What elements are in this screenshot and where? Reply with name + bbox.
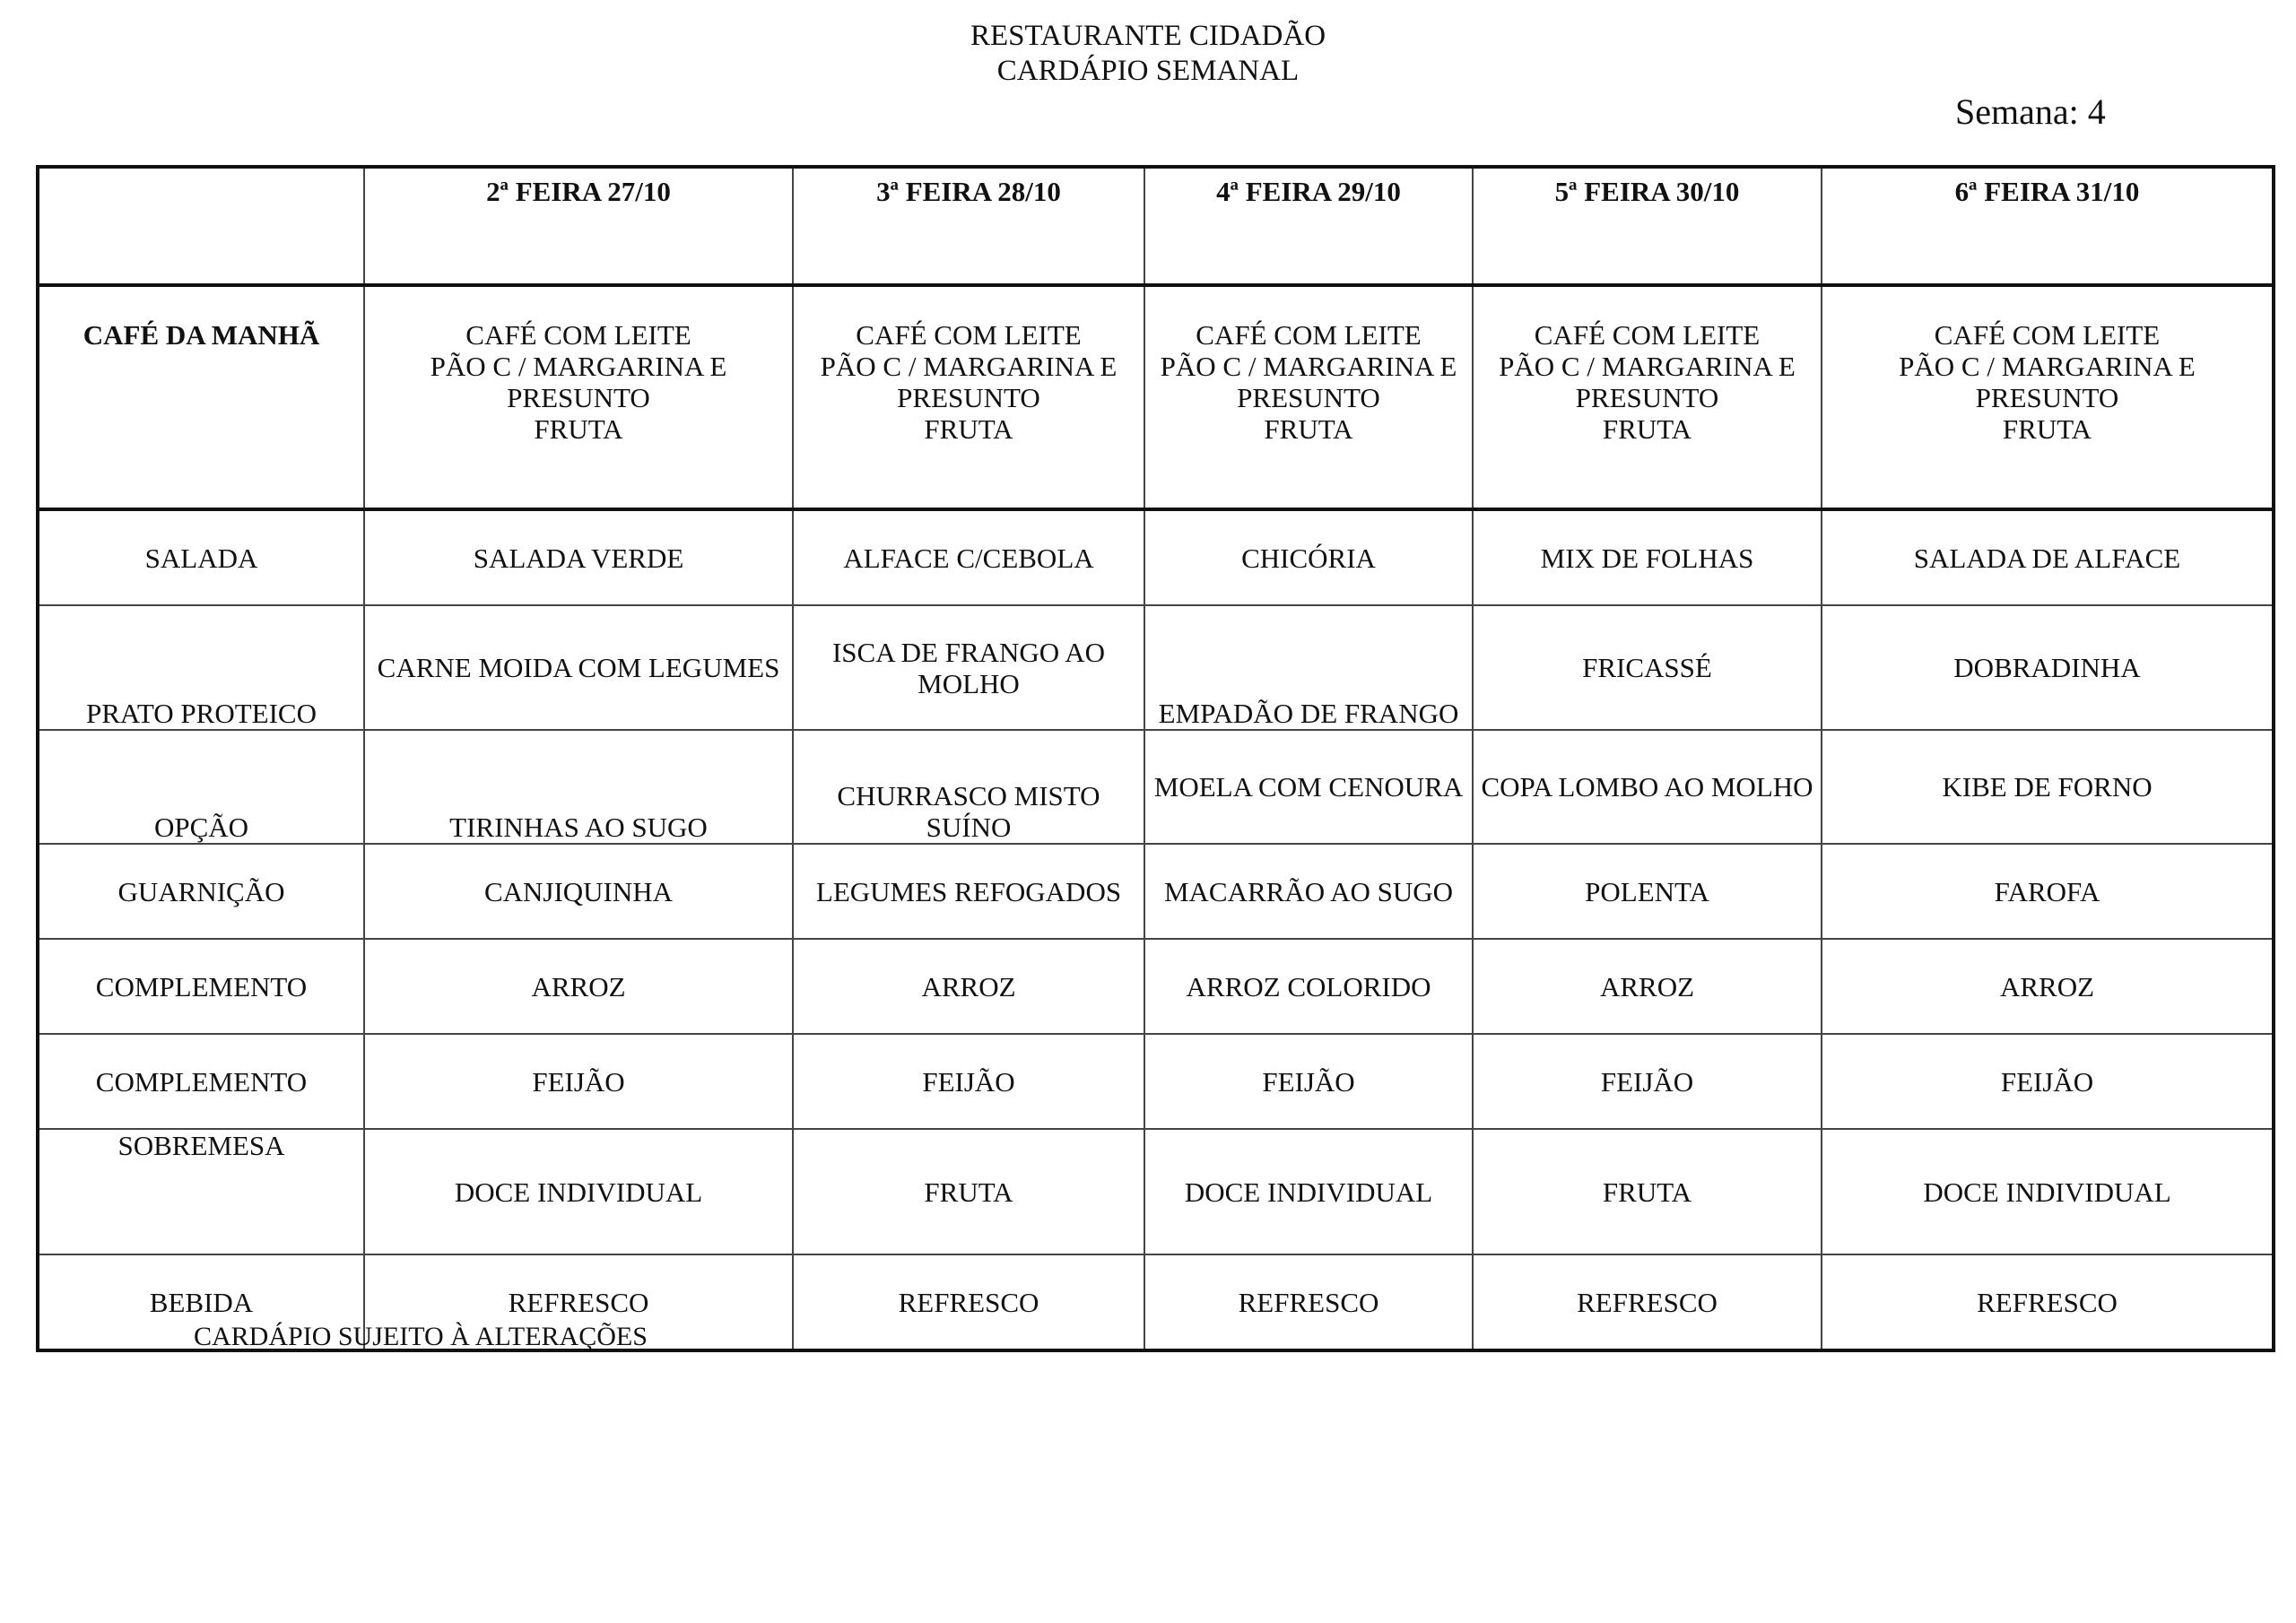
menu-subtitle: CARDÁPIO SEMANAL (996, 55, 1300, 87)
protein-row (38, 605, 2274, 730)
day-header: 3ª FEIRA 28/10 (793, 167, 1144, 285)
dessert-row (38, 1129, 2274, 1254)
menu-cell: FRUTA (793, 1129, 1144, 1254)
menu-cell: DOBRADINHA (1822, 605, 2274, 730)
menu-cell: CARNE MOIDA COM LEGUMES (364, 605, 793, 730)
menu-cell: TIRINHAS AO SUGO (364, 730, 793, 844)
row-label: GUARNIÇÃO (38, 844, 364, 939)
menu-cell: REFRESCO (793, 1254, 1144, 1350)
menu-cell: DOCE INDIVIDUAL (364, 1129, 793, 1254)
menu-cell: ALFACE C/CEBOLA (793, 509, 1144, 605)
menu-cell: FRICASSÉ (1473, 605, 1822, 730)
menu-cell: KIBE DE FORNO (1822, 730, 2274, 844)
day-header: 6ª FEIRA 31/10 (1822, 167, 2274, 285)
menu-cell: REFRESCO (1473, 1254, 1822, 1350)
menu-cell: FEIJÃO (1144, 1034, 1473, 1129)
menu-cell: SALADA DE ALFACE (1822, 509, 2274, 605)
day-header: 4ª FEIRA 29/10 (1144, 167, 1473, 285)
menu-cell: DOCE INDIVIDUAL (1144, 1129, 1473, 1254)
corner-cell (38, 167, 364, 285)
menu-cell: ARROZ COLORIDO (1144, 939, 1473, 1034)
row-label: SALADA (38, 509, 364, 605)
day-header-row (38, 167, 2274, 285)
row-label: BEBIDA (38, 1254, 364, 1350)
menu-cell: MACARRÃO AO SUGO (1144, 844, 1473, 939)
menu-cell: COPA LOMBO AO MOLHO (1473, 730, 1822, 844)
menu-cell: FRUTA (1473, 1129, 1822, 1254)
menu-cell: REFRESCO (1822, 1254, 2274, 1350)
day-header: 2ª FEIRA 27/10 (364, 167, 793, 285)
menu-cell: CANJIQUINHA (364, 844, 793, 939)
weekly-menu-table (36, 165, 2275, 1352)
side-dish-row (38, 844, 2274, 939)
row-label: SOBREMESA (38, 1129, 364, 1254)
breakfast-cell: CAFÉ COM LEITE PÃO C / MARGARINA E PRESUNTO FRUTA (364, 285, 793, 509)
breakfast-cell: CAFÉ COM LEITE PÃO C / MARGARINA E PRESUNTO FRUTA (1473, 285, 1822, 509)
breakfast-row (38, 285, 2274, 509)
menu-cell: REFRESCO (364, 1254, 793, 1350)
menu-disclaimer: CARDÁPIO SUJEITO À ALTERAÇÕES (194, 1322, 648, 1351)
menu-cell: ARROZ (1473, 939, 1822, 1034)
menu-cell: ARROZ (793, 939, 1144, 1034)
day-header: 5ª FEIRA 30/10 (1473, 167, 1822, 285)
menu-cell: LEGUMES REFOGADOS (793, 844, 1144, 939)
breakfast-cell: CAFÉ COM LEITE PÃO C / MARGARINA E PRESUNTO FRUTA (1144, 285, 1473, 509)
menu-cell: REFRESCO (1144, 1254, 1473, 1350)
menu-cell: CHURRASCO MISTO SUÍNO (793, 730, 1144, 844)
salad-row (38, 509, 2274, 605)
menu-cell: MOELA COM CENOURA (1144, 730, 1473, 844)
menu-cell: ARROZ (364, 939, 793, 1034)
row-label: COMPLEMENTO (38, 939, 364, 1034)
menu-cell: DOCE INDIVIDUAL (1822, 1129, 2274, 1254)
row-label: COMPLEMENTO (38, 1034, 364, 1129)
menu-cell: POLENTA (1473, 844, 1822, 939)
breakfast-cell: CAFÉ COM LEITE PÃO C / MARGARINA E PRESUNTO FRUTA (1822, 285, 2274, 509)
menu-cell: FEIJÃO (364, 1034, 793, 1129)
row-label: OPÇÃO (38, 730, 364, 844)
menu-cell: FAROFA (1822, 844, 2274, 939)
menu-cell: CHICÓRIA (1144, 509, 1473, 605)
restaurant-title: RESTAURANTE CIDADÃO (970, 20, 1326, 52)
row-label: PRATO PROTEICO (38, 605, 364, 730)
menu-cell: EMPADÃO DE FRANGO (1144, 605, 1473, 730)
row-label: CAFÉ DA MANHÃ (38, 285, 364, 509)
complement-row-beans (38, 1034, 2274, 1129)
option-row (38, 730, 2274, 844)
menu-cell: ISCA DE FRANGO AO MOLHO (793, 605, 1144, 730)
breakfast-cell: CAFÉ COM LEITE PÃO C / MARGARINA E PRESUNTO FRUTA (793, 285, 1144, 509)
menu-cell: FEIJÃO (1473, 1034, 1822, 1129)
menu-cell: FEIJÃO (793, 1034, 1144, 1129)
menu-cell: ARROZ (1822, 939, 2274, 1034)
menu-cell: FEIJÃO (1822, 1034, 2274, 1129)
week-number: Semana: 4 (1955, 91, 2106, 132)
menu-cell: MIX DE FOLHAS (1473, 509, 1822, 605)
complement-row-rice (38, 939, 2274, 1034)
menu-cell: SALADA VERDE (364, 509, 793, 605)
